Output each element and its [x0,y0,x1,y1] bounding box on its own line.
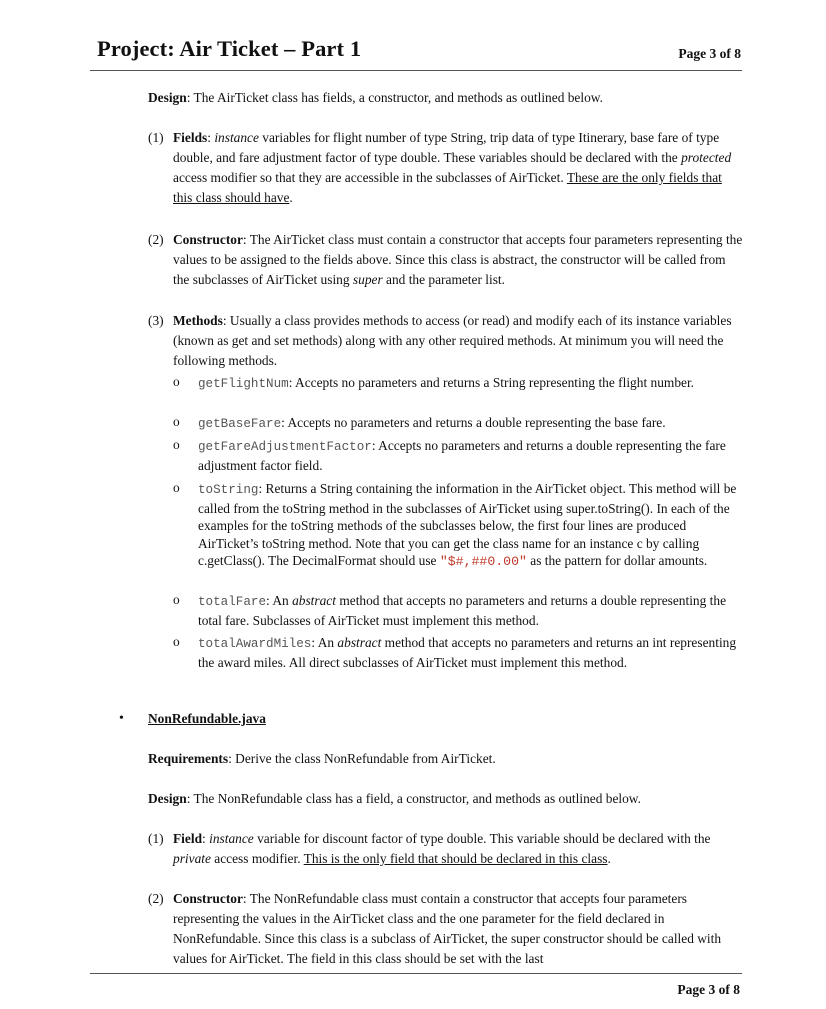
bullet-icon: o [173,437,180,452]
italic-run: abstract [292,593,336,608]
method-item [0,632,826,692]
constructor-label: Constructor [173,232,243,247]
text-run: method that accepts no parameters and returns an int representing the award miles. All direct subclasses of AirTicket must implement this method. [198,635,737,670]
item-number: (2) [148,891,164,906]
method-text [198,480,743,571]
text-run: variable for discount factor of type double. This variable should be declared with the [253,831,711,846]
method-code: getFareAdjustmentFactor [198,440,372,454]
text-run: : Derive the class NonRefundable from AirTicket. [228,751,496,766]
page-number-bottom: Page 3 of 8 [677,982,740,997]
method-code: toString [198,483,259,497]
page-number-top: Page 3 of 8 [678,46,741,61]
constructor-label: Constructor [173,891,243,906]
method-text [198,374,743,394]
text-run: : [207,130,215,145]
underlined-run: This is the only field that should be declared in this class [303,851,608,866]
underlined-run: These are the only fields that this class should have [173,170,722,205]
method-code: totalFare [198,595,267,609]
text-run: method that accepts no parameters and returns a double representing the total fare. Subclasses of AirTicket must implement this method. [198,593,727,628]
bullet-icon: o [173,592,180,607]
design-text: : The AirTicket class has fields, a constructor, and methods as outlined below. [186,90,603,105]
fields-text [173,128,743,208]
text-run: : Returns a String containing the information in the AirTicket object. This method will be called from the toString method in the subclasses of AirTicket using super.toString(). In each of the examples for the toString methods of the subclasses below, the first four lines are produced AirTicket’s toString method. Note that you can get the class name for an instance c by calling c.getClass(). The DecimalFormat should use [198,481,737,568]
fields-label: Fields [173,130,208,145]
code-pattern: "$#,##0.00" [439,554,527,569]
requirements-paragraph [148,749,748,769]
text-run: . [289,190,293,205]
italic-run: abstract [337,635,382,650]
section-title: NonRefundable.java [148,711,266,726]
design-paragraph-2 [148,789,748,809]
text-run: : The NonRefundable class has a field, a constructor, and methods as outlined below. [186,791,641,806]
method-text [198,414,743,434]
item-number: (3) [148,313,164,328]
italic-run: protected [681,150,732,165]
text-run: : Usually a class provides methods to access (or read) and modify each of its instance variables (known as get and set methods) along with any other required methods. At minimum you will need the following methods. [173,313,732,368]
italic-run: instance [214,130,259,145]
text-run: : An [266,593,293,608]
text-run: : The NonRefundable class must contain a constructor that accepts four parameters representing the values in the AirTicket class and the one parameter for the field declared in NonRefundable. Since this class is a subclass of AirTicket, the super constructor should be called with values for AirTicket. The field in this class should be set with the last [173,891,722,966]
bullet-icon: o [173,414,180,429]
method-item [0,435,826,475]
field-text [173,829,743,869]
design-label: Design [148,90,187,105]
italic-run: private [173,851,211,866]
text-run: variables for flight number of type String, trip data of type Itinerary, base fare of type double, and fare adjustment factor of type double. These variables should be declared with the [173,130,720,165]
footer-divider [90,973,742,974]
method-code: getBaseFare [198,417,282,431]
design-paragraph [148,88,748,108]
text-run: : [202,831,210,846]
method-item [0,372,826,412]
bullet-icon: o [173,374,180,389]
page-header [97,36,741,66]
text-run: : An [311,635,338,650]
field-label: Field [173,831,203,846]
italic-run: super [352,272,383,287]
item-number: (2) [148,232,164,247]
constructor-text [173,889,743,969]
constructor-text [173,230,743,290]
methods-text [173,311,743,371]
bullet-icon: • [119,711,124,726]
method-item [0,478,826,588]
item-number: (1) [148,831,164,846]
bullet-icon: o [173,480,180,495]
text-run: : Accepts no parameters and returns a double representing the base fare. [281,415,666,430]
page-title: Project: Air Ticket – Part 1 [97,36,362,61]
text-run: : The AirTicket class must contain a constructor that accepts four parameters representing the values to be assigned to the fields above. Since this class is abstract, the constructor will be called from the subclasses of AirTicket using [173,232,743,287]
text-run: : Accepts no parameters and returns a double representing the fare adjustment factor field. [198,438,726,473]
italic-run: instance [209,831,254,846]
methods-label: Methods [173,313,223,328]
method-item [0,590,826,630]
text-run: as the pattern for dollar amounts. [526,553,708,568]
method-item [0,412,826,434]
method-code: getFlightNum [198,377,289,391]
method-code: totalAwardMiles [198,637,312,651]
text-run: access modifier so that they are accessible in the subclasses of AirTicket. [173,170,567,185]
method-text [198,437,743,474]
design-label: Design [148,791,187,806]
text-run: . [607,851,611,866]
requirements-label: Requirements [148,751,229,766]
method-text [198,592,743,629]
text-run: : Accepts no parameters and returns a String representing the flight number. [288,375,695,390]
method-text [198,634,743,671]
item-number: (1) [148,130,164,145]
text-run: and the parameter list. [382,272,505,287]
text-run: access modifier. [210,851,304,866]
header-divider [90,70,742,71]
bullet-icon: o [173,634,180,649]
